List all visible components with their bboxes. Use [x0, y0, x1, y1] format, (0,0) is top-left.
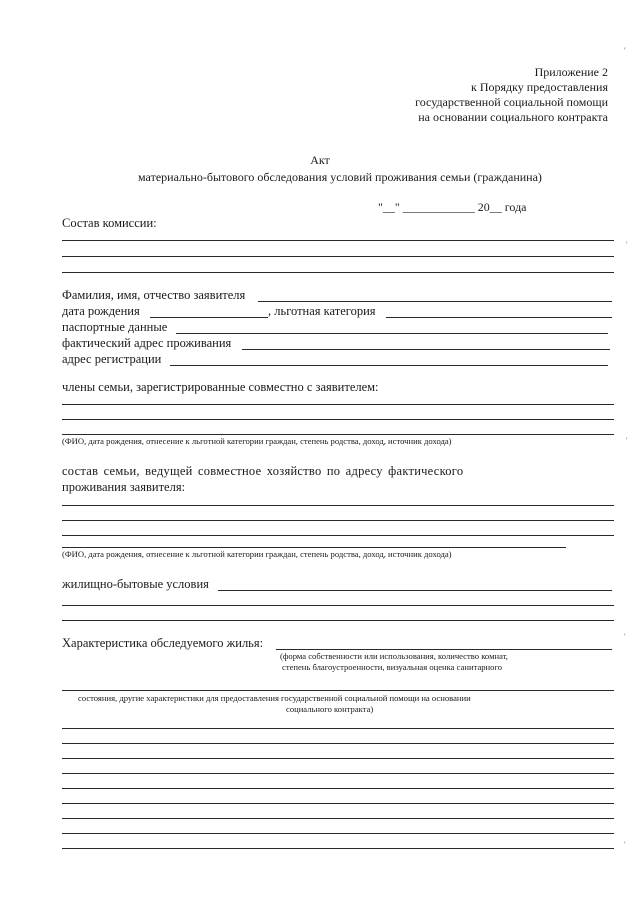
applicant-name-field: [258, 301, 612, 302]
fill-line: [62, 620, 614, 621]
fill-line: [62, 256, 614, 257]
fill-line: [62, 803, 614, 804]
fill-line: [62, 272, 614, 273]
actual-address-field: [242, 349, 610, 350]
living-conditions-label: жилищно-бытовые условия: [62, 577, 209, 591]
registration-address-label: адрес регистрации: [62, 352, 162, 366]
fill-line: [62, 758, 614, 759]
fill-line: [62, 419, 614, 420]
applicant-name-label: Фамилия, имя, отчество заявителя: [62, 288, 246, 302]
fill-line: [62, 743, 614, 744]
commission-label: Состав комиссии:: [62, 216, 157, 230]
scan-speck: ′: [626, 240, 628, 249]
appendix-line-1: Приложение 2: [534, 65, 608, 79]
date-line: "__" ____________ 20__ года: [378, 200, 527, 214]
housing-note-line-4: социального контракта): [286, 704, 374, 714]
housing-characteristics-field: [276, 649, 612, 650]
actual-address-label: фактический адрес проживания: [62, 336, 232, 350]
appendix-line-3: государственной социальной помощи: [415, 95, 608, 109]
members-note: (ФИО, дата рождения, отнесение к льготной категории граждан, степень родства, доход, источник дохода): [62, 436, 452, 446]
fill-line: [62, 404, 614, 405]
household-note: (ФИО, дата рождения, отнесение к льготной категории граждан, степень родства, доход, источник дохода): [62, 549, 452, 559]
fill-line: [62, 728, 614, 729]
fill-line: [62, 788, 614, 789]
registration-address-field: [170, 365, 608, 366]
passport-label: паспортные данные: [62, 320, 168, 334]
fill-line: [62, 520, 614, 521]
scan-speck: ′: [624, 46, 626, 55]
registered-members-label: члены семьи, зарегистрированные совместно с заявителем:: [62, 380, 379, 394]
housing-characteristics-label: Характеристика обследуемого жилья:: [62, 636, 264, 650]
benefit-category-label: , льготная категория: [268, 304, 376, 318]
scan-speck: ′: [626, 436, 628, 445]
document-subtitle: материально-бытового обследования условий проживания семьи (гражданина): [138, 170, 542, 184]
fill-line: [62, 535, 614, 536]
household-label-line-2: проживания заявителя:: [62, 480, 186, 494]
appendix-line-4: на основании социального контракта: [418, 110, 608, 124]
fill-line: [62, 505, 614, 506]
fill-line: [62, 434, 614, 435]
document-title: Акт: [310, 153, 330, 167]
passport-field: [176, 333, 608, 334]
birth-date-label: дата рождения: [62, 304, 140, 318]
housing-note-line-1: (форма собственности или использования, количество комнат,: [280, 651, 508, 661]
fill-line: [62, 547, 566, 548]
fill-line: [62, 833, 614, 834]
housing-note-line-3: состояния, другие характеристики для предоставления государственной социальной помощи на основании: [78, 693, 471, 703]
fill-line: [62, 773, 614, 774]
scan-speck: ′: [624, 632, 626, 641]
living-conditions-field: [218, 590, 612, 591]
scan-speck: ′: [624, 840, 626, 849]
fill-line: [62, 605, 614, 606]
household-label-line-1: состав семьи, ведущей совместное хозяйство по адресу фактического: [62, 464, 464, 478]
fill-line: [62, 240, 614, 241]
fill-line: [62, 690, 614, 691]
appendix-line-2: к Порядку предоставления: [470, 80, 608, 94]
fill-line: [62, 818, 614, 819]
fill-line: [62, 848, 614, 849]
housing-note-line-2: степень благоустроенности, визуальная оценка санитарного: [282, 662, 503, 672]
birth-date-field: [150, 317, 268, 318]
benefit-category-field: [386, 317, 612, 318]
